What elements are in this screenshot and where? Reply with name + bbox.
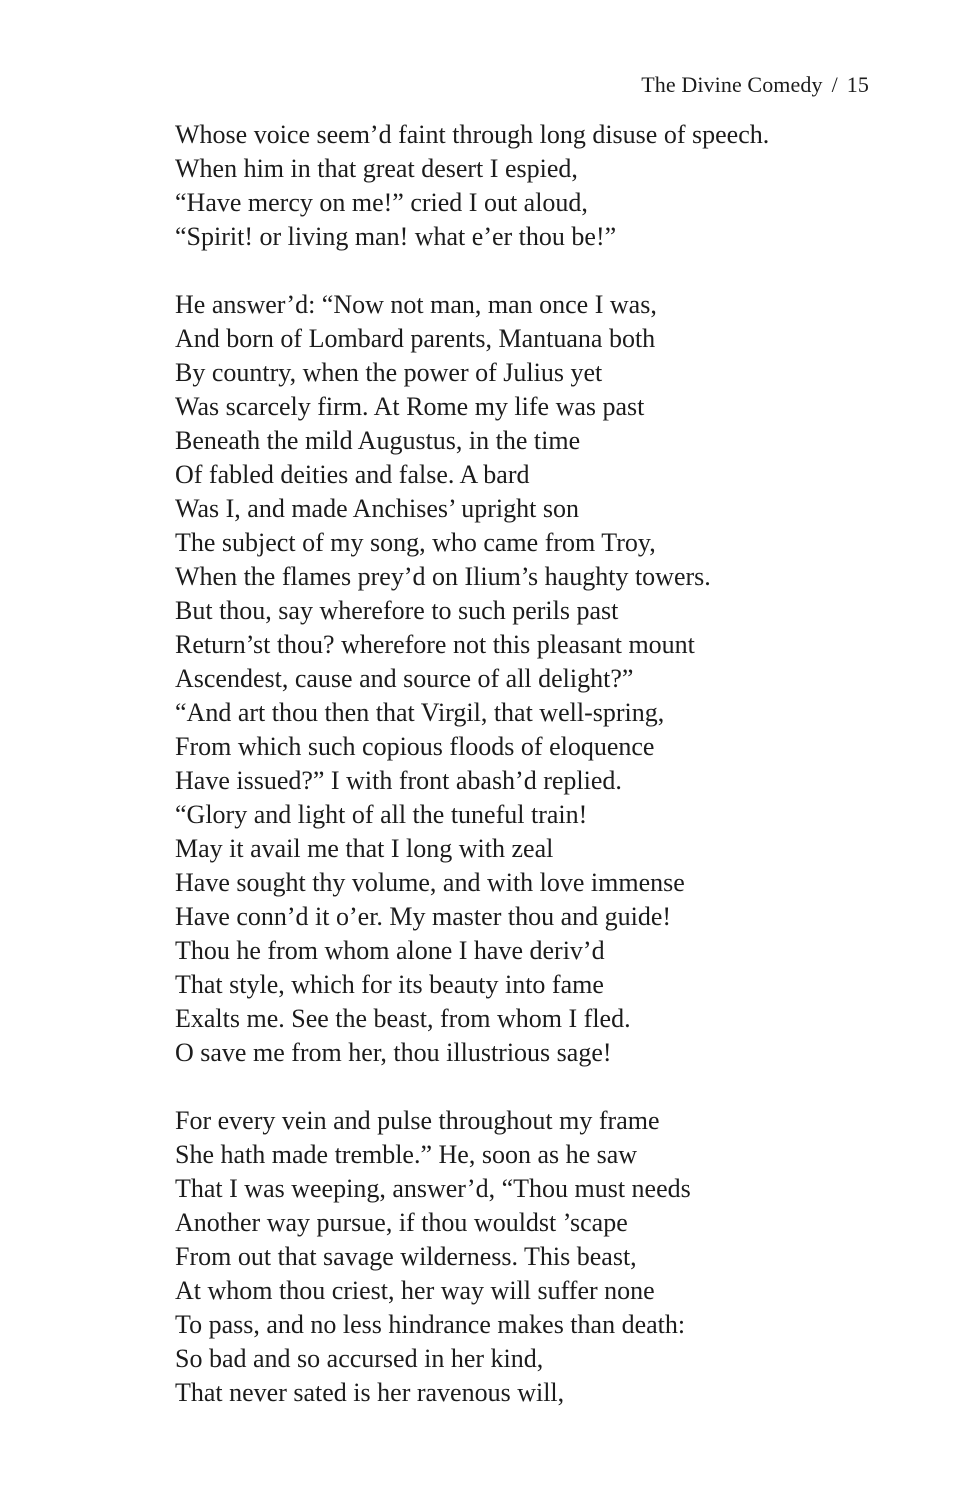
verse-line: The subject of my song, who came from Troy, [175, 528, 656, 557]
verse-line: From out that savage wilderness. This beast, [175, 1242, 637, 1271]
verse-line: Thou he from whom alone I have deriv’d [175, 936, 605, 965]
running-header [641, 68, 869, 102]
verse-line: From which such copious floods of eloquence [175, 732, 655, 761]
verse-line: That never sated is her ravenous will, [175, 1378, 565, 1407]
verse-line: Was scarcely firm. At Rome my life was past [175, 392, 645, 421]
verse-line: Have conn’d it o’er. My master thou and guide! [175, 902, 672, 931]
verse-line: “And art thou then that Virgil, that well-spring, [175, 698, 665, 727]
verse-line: Have issued?” I with front abash’d replied. [175, 766, 622, 795]
poem-text [175, 118, 875, 1410]
verse-line: “Glory and light of all the tuneful train! [175, 800, 588, 829]
verse-line: O save me from her, thou illustrious sage! [175, 1038, 612, 1067]
verse-line: Another way pursue, if thou wouldst ’scape [175, 1208, 628, 1237]
page-number: 15 [846, 72, 869, 97]
verse-line: When the flames prey’d on Ilium’s haughty towers. [175, 562, 711, 591]
verse-line: Of fabled deities and false. A bard [175, 460, 530, 489]
verse-line: At whom thou criest, her way will suffer none [175, 1276, 655, 1305]
verse-line: She hath made tremble.” He, soon as he saw [175, 1140, 638, 1169]
verse-line: “Have mercy on me!” cried I out aloud, [175, 188, 588, 217]
verse-line: “Spirit! or living man! what e’er thou be!” [175, 222, 617, 251]
stanza [175, 288, 875, 1070]
verse-line: And born of Lombard parents, Mantuana both [175, 324, 656, 353]
verse-line: By country, when the power of Julius yet [175, 358, 603, 387]
verse-line: Beneath the mild Augustus, in the time [175, 426, 581, 455]
verse-line: To pass, and no less hindrance makes than death: [175, 1310, 686, 1339]
stanza [175, 1104, 875, 1410]
verse-line: Exalts me. See the beast, from whom I fled. [175, 1004, 631, 1033]
verse-line: Ascendest, cause and source of all delight?” [175, 664, 634, 693]
verse-line: That I was weeping, answer’d, “Thou must needs [175, 1174, 691, 1203]
verse-line: Have sought thy volume, and with love immense [175, 868, 685, 897]
verse-line: Whose voice seem’d faint through long disuse of speech. [175, 120, 770, 149]
verse-line: Was I, and made Anchises’ upright son [175, 494, 579, 523]
header-separator: / [831, 72, 838, 97]
verse-line: Return’st thou? wherefore not this pleasant mount [175, 630, 695, 659]
verse-line: For every vein and pulse throughout my frame [175, 1106, 660, 1135]
verse-line: May it avail me that I long with zeal [175, 834, 554, 863]
book-title: The Divine Comedy [641, 72, 823, 97]
verse-line: He answer’d: “Now not man, man once I was, [175, 290, 657, 319]
verse-line: When him in that great desert I espied, [175, 154, 578, 183]
stanza [175, 118, 875, 254]
verse-line: But thou, say wherefore to such perils past [175, 596, 619, 625]
verse-line: That style, which for its beauty into fame [175, 970, 604, 999]
verse-line: So bad and so accursed in her kind, [175, 1344, 544, 1373]
